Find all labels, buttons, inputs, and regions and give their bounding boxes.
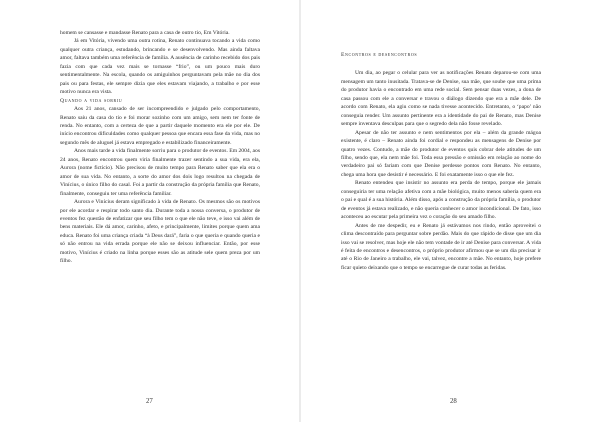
paragraph: Aurora e Vinícius deram significado à vida de Renato. Os mesmos são os motivos por ele acordar e respirar todo santo dia. Durante toda a nossa conversa, o produtor de eventos fez questão de enfatizar que seu filho tem o que ele não teve, e isso vai além de bens materiais. Ele dá amor, carinho, afeto, e principalmente, limites porque quem ama educa. Renato foi uma criança criada “à Deus dará”, faria o que queria e quando queria e só não entrou na vida errada porque ele não se deixou influenciar. Então, por esse motivo, Vinícius é criado na linha porque esses são as atitude sele quem preza por um filho. (60, 199, 260, 265)
paragraph: Aos 21 anos, cansado de ser incompreendido e julgado pelo comportamento, Renato saiu da casa do tio e foi morar sozinho com um amigo, sem nem ter fonte de renda. No entanto, com a certeza de que a partir daquele momento era ele por ele. De início encontrou dificuldades como qualquer pessoa que encara essa fase da vida, mas no segundo mês de aluguel já estava empregado e estabilizado financeiramente. (60, 106, 260, 146)
left-page-text (60, 29, 260, 266)
paragraph: homem se cansasse e mandasse Renato para a casa de outro tio, Em Vitória. (60, 30, 230, 36)
page-number: 27 (146, 398, 153, 405)
paragraph: Antes de me despedir, eu e Renato já estávamos nos rindo, então aproveitei o clima descontraído para perguntar sobre perdão. Mais do que rápido de disse que um dia isso vai se resolver, mas hoje ele não tem vontade de ir até Denise para conversar. A vida é feita de encontros e desencontros, o próprio produtor afirmou que se um dia precisar ir até o Rio de Janeiro a trabalho, ele vai, talvez, encontre a mãe. No entanto, hoje prefere ficar quieto deixando que o tempo se encarregue de curar todas as feridas. (341, 222, 541, 271)
section-heading: Quando a vida sorriu (60, 97, 123, 104)
paragraph: Anos mais tarde a vida finalmente sorriu para o produtor de eventos. Em 2004, aos 24 anos, Renato encontrou quem viria finalmente trazer sentindo a sua vida, era ela, Aurora (nome fictício). Não precisou de muito tempo para Renato saber que ela era o amor de sua vida. No entanto, a sorte do amor dos dois logo resultou na chegada de Vinícius, o único filho do casal. Foi a partir da construção da própria família que Renato, finalmente, conseguiu ter uma referência familiar. (60, 148, 260, 197)
section-heading: Encontros e desencontros (341, 52, 418, 58)
paragraph: Renato entendeu que insistir no assunto era perda de tempo, porque ele jamais conseguiria ter uma relação afetiva com a mãe biológica, muito menos saberia quem era o pai e qual é a sua história. Além disso, após a construção da própria família, o produtor de eventos já estava realizado, e não queria conhecer o amor incondicional. De fato, isso aconteceu ao escutar pela primeira vez o coração do seu amado filho. (341, 180, 541, 221)
page-number: 28 (450, 398, 457, 405)
right-page (300, 0, 600, 422)
right-page-text (341, 29, 541, 272)
paragraph: Um dia, ao pegar o celular para ver as notificações Renato deparou-se com uma mensagem um tanto inusitada. Tratava-se de Denise, sua mãe, que soube que uma prima do produtor havia o encontrado em uma rede social. Sem pensar duas vezes, a dona de casa passou com ele a conversar e travou o diálogo dizendo que era a mãe dele. De acordo com Renato, ela agiu como se nada tivesse acontecido. Entretanto, o ‘papo’ não conseguia render. Um assunto pertinente era a identidade do pai de Renato, mas Denise sempre inventava desculpas para que o segredo dela não fosse revelado. (341, 70, 541, 128)
paragraph: Já em Vitória, vivendo uma outra rotina, Renato continuava tocando a vida como qualquer outra criança, estudando, brincando e se desenvolvendo. Mas ainda faltava amor, faltava também uma referência de família. A ausência de carinho recebido dos pais fazia com que cada vez mais se tornasse “frio”, ou um pouco mais duro sentimentalmente. Na escola, quando os amiguinhos perguntavam pela mãe no dia dos pais ou para festas, ele sempre dizia que eles estavam viajando, a trabalho e por esse motivo nunca era vista. (60, 38, 260, 96)
paragraph: Apesar de não ter assunto e nem sentimentos por ela – além da grande mágoa existente, é claro – Renato ainda foi cordial e respondeu as mensagens de Denise por quatro vezes. Contudo, a mãe do produtor de eventos quis cobrar dele atitudes de um filho, sendo que, ela nem mãe foi. Toda essa pressão e omissão em relação ao nome do verdadeiro pai só fariam com que Denise perdesse pontos com Renato. No entanto, chega uma hora que desistir é necessário. E foi exatamente isso o que ele fez. (341, 129, 541, 178)
